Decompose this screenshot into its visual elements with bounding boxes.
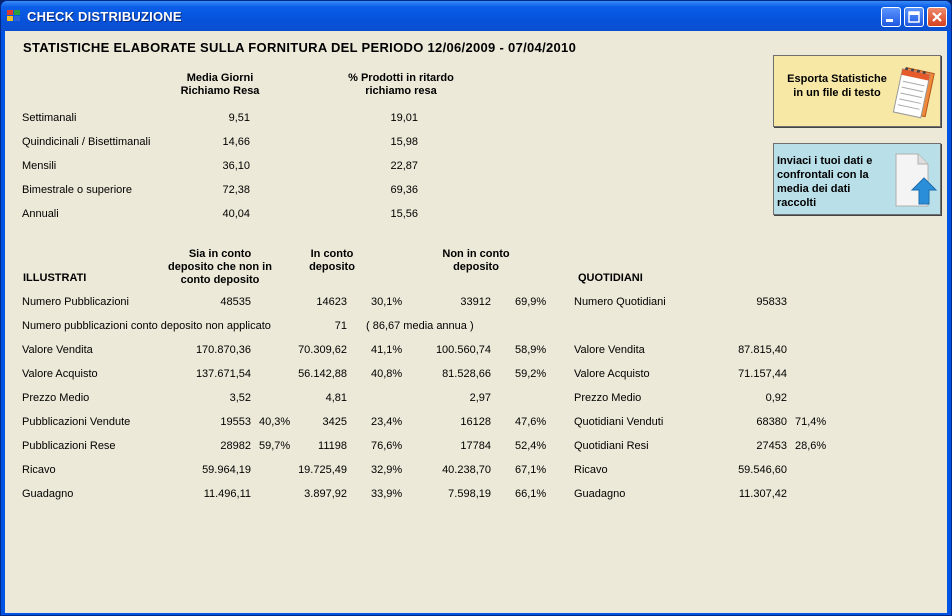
non-value: 16128 xyxy=(460,416,491,428)
col-in-line1: In conto xyxy=(310,248,354,260)
row-label: Prezzo Medio xyxy=(22,392,90,404)
window-title: CHECK DISTRIBUZIONE xyxy=(27,9,182,24)
in-pct: 32,9% xyxy=(371,464,403,476)
row-label: Ricavo xyxy=(22,464,56,476)
row-label: Valore Vendita xyxy=(574,344,645,356)
export-label-line1: Esporta Statistiche xyxy=(787,73,887,85)
row-label: Prezzo Medio xyxy=(574,392,642,404)
in-pct: 41,1% xyxy=(371,344,403,356)
row-label: Numero Pubblicazioni xyxy=(22,296,129,308)
non-pct: 67,1% xyxy=(515,464,547,476)
row-label: Valore Acquisto xyxy=(574,368,650,380)
row-label: Bimestrale o superiore xyxy=(22,184,133,196)
media-header-line1: Media Giorni xyxy=(186,72,254,84)
col-sia-line3: conto deposito xyxy=(180,274,260,286)
row-label: Annuali xyxy=(22,208,59,220)
app-icon[interactable] xyxy=(7,10,21,22)
non-value: 7.598,19 xyxy=(448,488,491,500)
total-value: 3,52 xyxy=(229,392,251,404)
total-value: 137.671,54 xyxy=(195,368,251,380)
total-pct: 40,3% xyxy=(259,416,291,428)
quotidiani-value: 11.307,42 xyxy=(738,488,787,500)
media-value: 40,04 xyxy=(222,208,250,220)
in-pct: 33,9% xyxy=(371,488,403,500)
send-data-button[interactable] xyxy=(773,143,941,215)
quotidiani-value: 95833 xyxy=(756,296,787,308)
media-value: 72,38 xyxy=(222,184,250,196)
in-pct: 40,8% xyxy=(371,368,403,380)
upload-document-icon xyxy=(892,152,938,210)
perc-value: 19,01 xyxy=(390,112,418,124)
non-pct: 52,4% xyxy=(515,440,547,452)
non-value: 17784 xyxy=(460,440,491,452)
media-header-line2: Richiamo Resa xyxy=(180,85,260,97)
client-area xyxy=(5,31,947,613)
perc-header-line2: richiamo resa xyxy=(365,85,437,97)
non-pct: 58,9% xyxy=(515,344,547,356)
non-value: 33912 xyxy=(460,296,491,308)
perc-value: 15,56 xyxy=(390,208,418,220)
minimize-icon xyxy=(882,8,900,26)
col-non-line1: Non in conto xyxy=(442,248,510,260)
non-value: 2,97 xyxy=(469,392,491,404)
media-value: 9,51 xyxy=(228,112,250,124)
col-sia-line1: Sia in conto xyxy=(188,248,252,260)
total-pct: 59,7% xyxy=(259,440,291,452)
row-label: Guadagno xyxy=(574,488,626,500)
non-value: 40.238,70 xyxy=(442,464,491,476)
quotidiani-value: 68380 xyxy=(756,416,787,428)
maximize-button[interactable] xyxy=(904,7,924,27)
quotidiani-value: 59.546,60 xyxy=(738,464,787,476)
in-value: 3.897,92 xyxy=(304,488,347,500)
col-non-line2: deposito xyxy=(453,261,499,273)
row-label: Pubblicazioni Rese xyxy=(22,440,116,452)
row-label: Quotidiani Venduti xyxy=(574,416,664,428)
quotidiani-value: 87.815,40 xyxy=(738,344,787,356)
non-pct: 59,2% xyxy=(515,368,547,380)
in-value: 4,81 xyxy=(325,392,347,404)
non-value: 100.560,74 xyxy=(435,344,491,356)
non-pct: 66,1% xyxy=(515,488,547,500)
quotidiani-value: 71.157,44 xyxy=(738,368,787,380)
quotidiani-value: 0,92 xyxy=(765,392,787,404)
title-bar[interactable] xyxy=(1,1,951,31)
media-value: 14,66 xyxy=(222,136,250,148)
in-value: 19.725,49 xyxy=(298,464,347,476)
quotidiani-pct: 71,4% xyxy=(795,416,827,428)
media-value: 36,10 xyxy=(222,160,250,172)
total-value: 170.870,36 xyxy=(195,344,251,356)
perc-value: 22,87 xyxy=(390,160,418,172)
quotidiani-title: QUOTIDIANI xyxy=(578,272,643,284)
close-button[interactable] xyxy=(927,7,947,27)
total-value: 19553 xyxy=(220,416,251,428)
send-data-label: Inviaci i tuoi dati e confrontali con la media dei dati raccolti xyxy=(777,155,873,209)
notepad-icon xyxy=(892,62,938,122)
perc-value: 69,36 xyxy=(390,184,418,196)
row-label: Numero Quotidiani xyxy=(574,296,666,308)
row-label: Settimanali xyxy=(22,112,77,124)
non-value: 81.528,66 xyxy=(442,368,491,380)
export-label-line2: in un file di testo xyxy=(793,87,881,99)
in-value: 11198 xyxy=(318,440,347,452)
illustrati-title: ILLUSTRATI xyxy=(23,272,87,284)
quotidiani-value: 27453 xyxy=(756,440,787,452)
total-value: 28982 xyxy=(220,440,251,452)
perc-header-line1: % Prodotti in ritardo xyxy=(348,72,454,84)
row-label: Numero pubblicazioni conto deposito non applicato xyxy=(22,320,271,332)
row-label: Valore Acquisto xyxy=(22,368,98,380)
in-value: 14623 xyxy=(316,296,347,308)
non-pct: 47,6% xyxy=(515,416,547,428)
row-label: Mensili xyxy=(22,160,57,172)
media-annua-note: ( 86,67 media annua ) xyxy=(366,320,474,332)
minimize-button[interactable] xyxy=(881,7,901,27)
perc-value: 15,98 xyxy=(390,136,418,148)
non-pct: 69,9% xyxy=(515,296,547,308)
total-value: 48535 xyxy=(220,296,251,308)
col-in-line2: deposito xyxy=(309,261,355,273)
total-value: 11.496,11 xyxy=(203,488,251,500)
in-value: 56.142,88 xyxy=(298,368,347,380)
in-value: 71 xyxy=(334,320,347,332)
page-title: STATISTICHE ELABORATE SULLA FORNITURA DEL PERIODO 12/06/2009 - 07/04/2010 xyxy=(23,40,577,55)
row-label: Quotidiani Resi xyxy=(574,440,649,452)
in-pct: 76,6% xyxy=(371,440,403,452)
row-label: Ricavo xyxy=(574,464,608,476)
col-sia-line2: deposito che non in xyxy=(168,261,272,273)
in-pct: 23,4% xyxy=(371,416,403,428)
close-icon xyxy=(928,8,946,26)
in-pct: 30,1% xyxy=(371,296,403,308)
total-value: 59.964,19 xyxy=(202,464,251,476)
row-label: Valore Vendita xyxy=(22,344,93,356)
in-value: 70.309,62 xyxy=(298,344,347,356)
in-value: 3425 xyxy=(322,416,347,428)
row-label: Pubblicazioni Vendute xyxy=(22,416,131,428)
row-label: Guadagno xyxy=(22,488,74,500)
row-label: Quindicinali / Bisettimanali xyxy=(22,136,151,148)
maximize-icon xyxy=(905,8,923,26)
export-statistics-button[interactable] xyxy=(773,55,941,127)
quotidiani-pct: 28,6% xyxy=(795,440,827,452)
